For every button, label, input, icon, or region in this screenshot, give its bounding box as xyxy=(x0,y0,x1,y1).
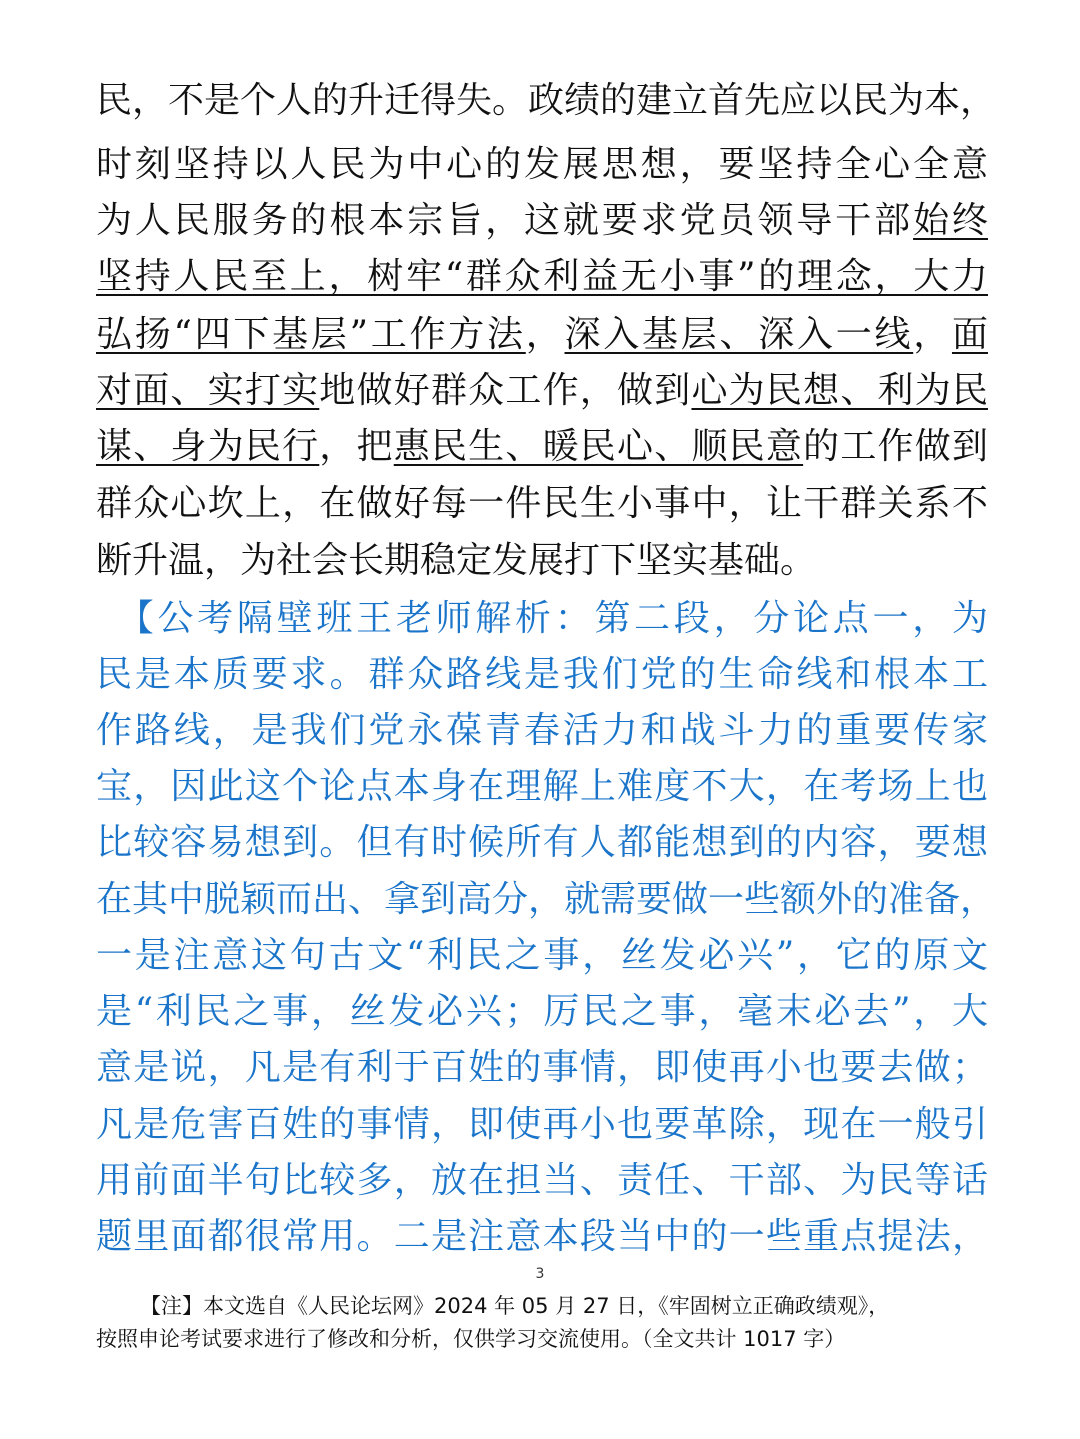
body-text: 为人民服务的根本宗旨，这就要求党员领导干部 xyxy=(96,200,914,241)
body-line-1 xyxy=(96,74,997,128)
body-text: 民，不是个人的升迁得失。政绩的建立首先应以民为本， xyxy=(96,80,997,121)
analysis-line-12: 题里面都很常用。二是注意本段当中的一些重点提法， xyxy=(96,1216,988,1257)
analysis-line-1: 【公考隔壁班王老师解析：第二段，分论点一，为 xyxy=(96,598,988,639)
analysis-line-9: 意是说，凡是有利于百姓的事情，即使再小也要去做； xyxy=(96,1047,988,1088)
body-line-5 xyxy=(96,308,988,362)
footer-note-line-1: 【注】本文选自《人民论坛网》2024 年 05 月 27 日，《牢固树立正确政绩观》， xyxy=(140,1294,890,1318)
body-text: ， xyxy=(913,314,952,355)
underlined-text: 惠民生、暖民心、顺民意 xyxy=(393,426,804,467)
body-text: 地做好群众工作，做到 xyxy=(319,370,692,411)
underlined-text: 谋、身为民行 xyxy=(96,426,320,467)
analysis-line-3: 作路线，是我们党永葆青春活力和战斗力的重要传家 xyxy=(96,710,988,751)
body-text: 的工作做到 xyxy=(803,426,988,467)
body-line-4 xyxy=(96,250,988,304)
footer-note-line-2: 按照申论考试要求进行了修改和分析，仅供学习交流使用。（全文共计 1017 字） xyxy=(96,1327,846,1351)
analysis-line-2: 民是本质要求。群众路线是我们党的生命线和根本工 xyxy=(96,654,988,695)
body-line-3 xyxy=(96,194,988,248)
underlined-text: 对面、实打实 xyxy=(96,370,320,411)
body-line-2 xyxy=(96,138,988,192)
analysis-line-5: 比较容易想到。但有时候所有人都能想到的内容，要想 xyxy=(96,822,988,863)
analysis-line-4: 宝，因此这个论点本身在理解上难度不大，在考场上也 xyxy=(96,766,988,807)
body-text: 时刻坚持以人民为中心的发展思想，要坚持全心全意 xyxy=(96,144,988,185)
analysis-line-8: 是“利民之事，丝发必兴；厉民之事，毫末必去”，大 xyxy=(96,991,988,1032)
body-text: ， xyxy=(525,314,565,355)
underlined-text: 心为民想、利为民 xyxy=(691,370,988,411)
body-line-9 xyxy=(96,534,988,588)
page-number: 3 xyxy=(535,1266,545,1282)
body-text: 群众心坎上，在做好每一件民生小事中，让干群关系不 xyxy=(96,483,988,524)
underlined-text: 深入基层、深入一线 xyxy=(564,314,914,355)
underlined-text: 坚持人民至上，树牢“群众利益无小事”的理念，大力 xyxy=(96,256,988,297)
analysis-line-11: 用前面半句比较多，放在担当、责任、干部、为民等话 xyxy=(96,1160,988,1201)
body-text: ，把 xyxy=(319,426,394,467)
body-text: 断升温，为社会长期稳定发展打下坚实基础。 xyxy=(96,540,817,581)
body-line-7 xyxy=(96,420,988,474)
analysis-line-10: 凡是危害百姓的事情，即使再小也要革除，现在一般引 xyxy=(96,1104,988,1145)
body-line-6 xyxy=(96,364,988,418)
underlined-text: 面 xyxy=(951,314,988,355)
underlined-text: 弘扬“四下基层”工作方法 xyxy=(96,314,526,355)
body-line-8 xyxy=(96,477,988,531)
underlined-text: 始终 xyxy=(913,200,988,241)
analysis-line-6: 在其中脱颖而出、拿到高分，就需要做一些额外的准备， xyxy=(96,879,997,920)
analysis-line-7: 一是注意这句古文“利民之事，丝发必兴”，它的原文 xyxy=(96,935,988,976)
